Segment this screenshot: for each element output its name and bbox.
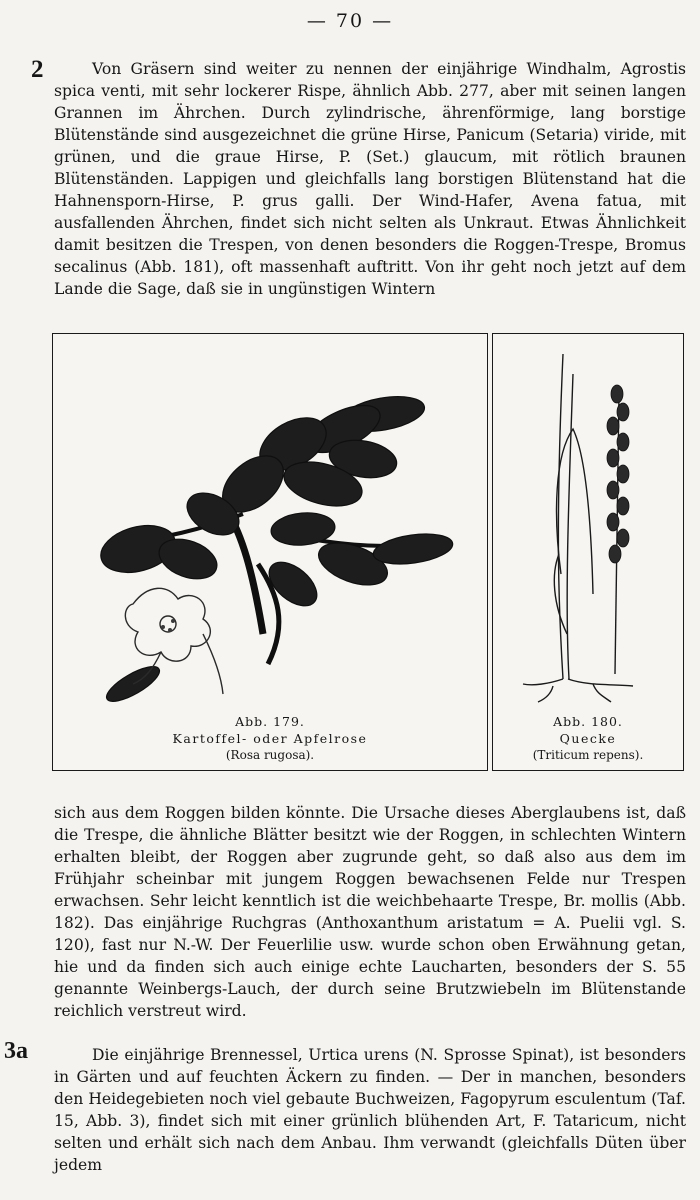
figure-179 — [52, 333, 488, 771]
figure-180 — [492, 333, 684, 771]
figure-block — [52, 333, 686, 771]
rosa-rugosa-illustration — [53, 334, 487, 709]
paragraph-trespe: sich aus dem Roggen bilden könnte. Die Ursache dieses Aberglaubens ist, daß die Trespe, die ähnliche Blätter besitzt wie der Roggen, in schlechten Wintern erhalten bleibt, der Roggen aber zugrunde geht, so daß also aus dem im Frühjahr scheinbar mit jungem Roggen bewachsenen Felde nur Trespen erwachsen. Sehr leicht kenntlich ist die weichbehaarte Trespe, Br. mollis (Abb. 182). Das einjährige Ruchgras (Anthoxanthum aristatum = A. Puelii vgl. S. 120), fast nur N.-W. Der Feuerlilie usw. wurde schon oben Erwähnung getan, hie und da finden sich auch einige echte Laucharten, besonders der S. 55 genannte Weinbergs-Lauch, der durch seine Brutzwiebeln im Blütenstande reichlich verstreut wird. — [54, 803, 686, 1020]
figure-180-number: Abb. 180. — [553, 714, 623, 729]
figure-180-name: Quecke — [559, 731, 617, 746]
figure-179-latin: (Rosa rugosa). — [225, 748, 315, 762]
figure-179-name: Kartoffel- oder Apfelrose — [172, 731, 368, 746]
figure-179-number: Abb. 179. — [235, 714, 305, 729]
page-number: — 70 — — [306, 10, 394, 32]
paragraph-grasses: Von Gräsern sind weiter zu nennen der einjährige Windhalm, Agrostis spica venti, mit sehr lockerer Rispe, ähnlich Abb. 277, aber mit seinen langen Grannen im Ährchen. Durch zylindrische, ährenförmige, lang borstige Blütenstände sind ausgezeichnet die grüne Hirse, Panicum (Setaria) viride, mit grünen, und die graue Hirse, P. (Set.) glaucum, mit rötlich braunen Blütenständen. Lappigen und gleichfalls lang borstigen Blütenstand hat die Hahnensporn-Hirse, P. grus galli. Der Wind-Hafer, Avena fatua, mit ausfallenden Ährchen, findet sich nicht selten als Unkraut. Etwas Ähnlichkeit damit besitzen die Trespen, von denen besonders die Roggen-Trespe, Bromus secalinus (Abb. 181), oft massenhaft auftritt. Von ihr geht noch jetzt auf dem Lande die Sage, daß sie in ungünstigen Wintern — [54, 59, 686, 298]
margin-mark-2: 2 — [31, 56, 44, 83]
paragraph-brennessel: Die einjährige Brennessel, Urtica urens (N. Sprosse Spinat), ist besonders in Gärten und auf feuchten Äckern zu finden. — Der in manchen, besonders den Heidegebieten noch viel gebaute Buchweizen, Fagopyrum esculentum (Taf. 15, Abb. 3), findet sich mit einer grünlich blühenden Art, F. Tataricum, nicht selten und erhält sich nach dem Anbau. Ihm verwandt (gleichfalls Düten über jedem — [54, 1045, 686, 1174]
triticum-repens-illustration — [493, 334, 683, 709]
figure-180-latin: (Triticum repens). — [532, 748, 644, 762]
margin-mark-3a: 3a — [4, 1038, 28, 1064]
